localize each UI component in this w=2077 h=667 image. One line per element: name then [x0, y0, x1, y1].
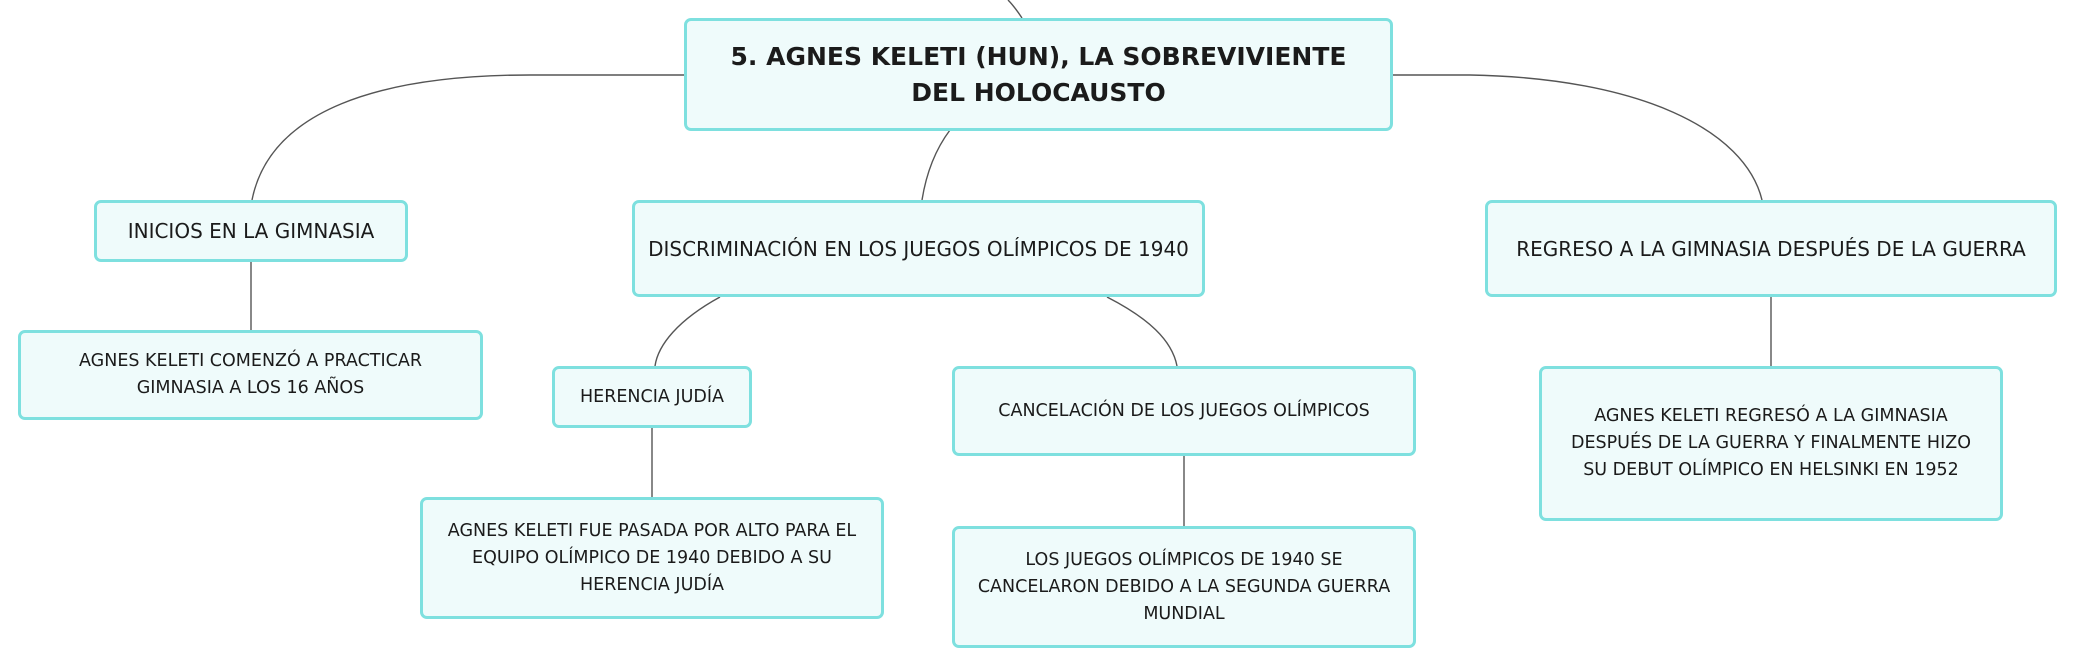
connector-root-discriminacion	[922, 130, 950, 200]
topic-inicios-label: INICIOS EN LA GIMNASIA	[127, 219, 375, 243]
detail-herencia-text: AGNES KELETI FUE PASADA POR ALTO PARA EL EQUIPO OLÍMPICO DE 1940 DEBIDO A SU HERENCIA JUDÍA	[447, 520, 857, 595]
subtopic-cancelacion-label: CANCELACIÓN DE LOS JUEGOS OLÍMPICOS	[998, 400, 1370, 421]
detail-regreso-text: AGNES KELETI REGRESÓ A LA GIMNASIA DESPUÉS DE LA GUERRA Y FINALMENTE HIZO SU DEBUT OLÍMPICO EN HELSINKI EN 1952	[1570, 406, 1971, 480]
detail-cancelacion-text: LOS JUEGOS OLÍMPICOS DE 1940 SE CANCELARON DEBIDO A LA SEGUNDA GUERRA MUNDIAL	[977, 549, 1391, 624]
topic-regreso-label: REGRESO A LA GIMNASIA DESPUÉS DE LA GUERRA	[1516, 236, 2026, 261]
detail-herencia[interactable]	[420, 497, 884, 619]
detail-inicios[interactable]	[18, 330, 483, 420]
root-title: 5. AGNES KELETI (HUN), LA SOBREVIVIENTE DEL HOLOCAUSTO	[730, 41, 1347, 107]
connector-discriminacion-cancelacion	[1107, 297, 1177, 366]
topic-discriminacion[interactable]	[632, 200, 1205, 297]
topic-discriminacion-label: DISCRIMINACIÓN EN LOS JUEGOS OLÍMPICOS DE 1940	[648, 236, 1189, 261]
connector-root-regreso	[1391, 75, 1762, 200]
detail-regreso[interactable]	[1539, 366, 2003, 521]
detail-inicios-text: AGNES KELETI COMENZÓ A PRACTICAR GIMNASIA A LOS 16 AÑOS	[79, 351, 422, 398]
detail-cancelacion[interactable]	[952, 526, 1416, 648]
connector-root-inicios	[252, 75, 686, 200]
root-node[interactable]	[684, 18, 1393, 131]
topic-regreso[interactable]	[1485, 200, 2057, 297]
connector-discriminacion-herencia	[655, 297, 720, 366]
subtopic-herencia-judia[interactable]	[552, 366, 752, 428]
topic-inicios-en-la-gimnasia[interactable]	[94, 200, 408, 262]
subtopic-cancelacion[interactable]	[952, 366, 1416, 456]
subtopic-herencia-label: HERENCIA JUDÍA	[579, 386, 725, 407]
connector-offscreen-parent	[1008, 0, 1022, 18]
